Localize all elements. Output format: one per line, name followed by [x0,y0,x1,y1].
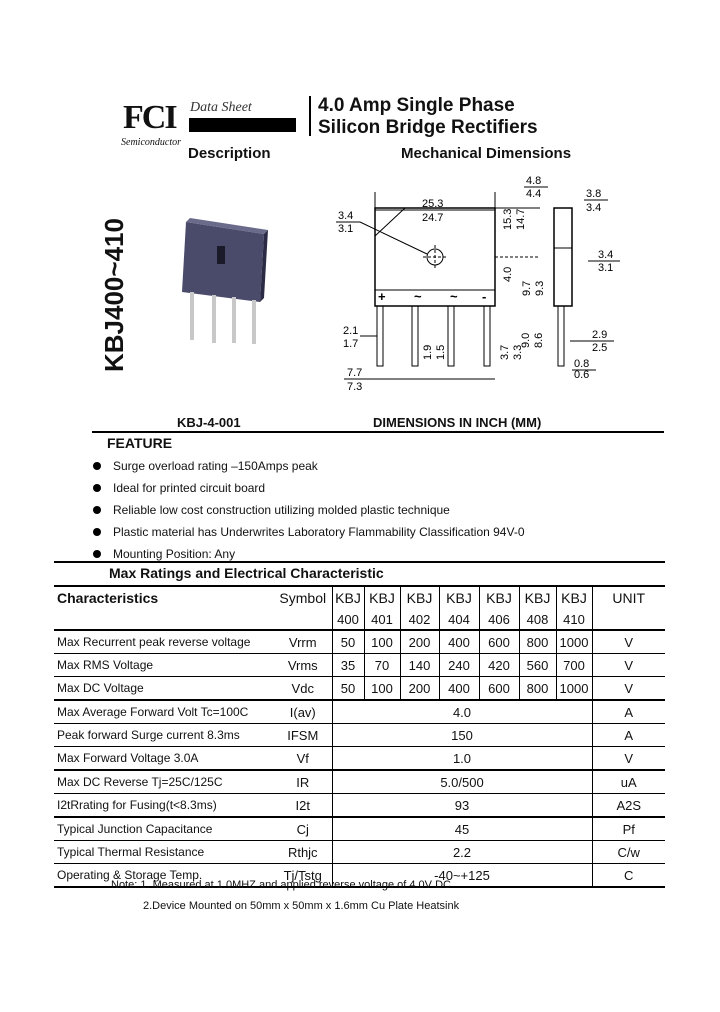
row-unit: A [592,724,665,747]
package-pin [252,300,256,344]
row-name: Operating & Storage Temp. [57,868,203,882]
package-photo [160,212,280,350]
header-series: KBJ [439,586,479,609]
package-pin [190,292,194,340]
row-value: 70 [364,654,400,677]
row-unit: C/w [592,841,665,864]
row-value: -40~+125 [332,864,592,888]
table-header-row [54,609,665,630]
dim-width-min: 24.7 [422,212,444,224]
dim-hole-side-max: 3.4 [598,249,614,261]
brand-tagline: Semiconductor [121,137,181,148]
table-row [54,724,665,747]
row-name: Max Average Forward Volt Tc=100C [57,705,249,719]
dim-lead-thick-b-max: 0.8 [574,358,590,370]
header-series: KBJ [519,586,556,609]
dim-lead-thick-a-min: 2.5 [592,342,608,354]
brand-logo: FCI [123,99,176,136]
dim-lead-thick-b-min: 0.6 [574,369,590,381]
lead-pin [377,306,383,366]
table-row [54,630,665,654]
row-value: 420 [479,654,519,677]
header-model: 404 [439,609,479,630]
row-value: 240 [439,654,479,677]
row-unit: Pf [592,817,665,841]
row-unit: V [592,630,665,654]
row-name: Typical Thermal Resistance [57,845,205,859]
dim-hole-offset-max: 3.4 [338,210,354,222]
row-value: 4.0 [332,700,592,724]
feature-list [92,456,525,566]
logo-bar [189,118,296,132]
row-value: 700 [556,654,592,677]
dim-pin-len-a-min: 3.3 [512,344,524,360]
header-series: KBJ [479,586,519,609]
row-value: 600 [479,677,519,701]
row-value: 35 [332,654,364,677]
ratings-table [54,585,665,888]
feature-item: Surge overload rating –150Amps peak [92,456,525,478]
row-unit: V [592,747,665,771]
row-unit: C [592,864,665,888]
table-row [54,817,665,841]
row-symbol: Vrrm [288,634,317,650]
header-model: 402 [400,609,439,630]
row-value: 100 [364,630,400,654]
dim-pin-len-b-min: 8.6 [533,332,545,348]
dim-pin-pitch-min: 1.5 [435,344,447,360]
row-value: 93 [332,794,592,818]
polarity-mark: - [482,289,487,304]
feature-item: Ideal for printed circuit board [92,478,525,500]
row-name: Typical Junction Capacitance [57,822,213,836]
row-name: I2tRrating for Fusing(t<8.3ms) [57,798,217,812]
row-value: 200 [400,630,439,654]
header-model: 406 [479,609,519,630]
row-unit: A2S [592,794,665,818]
dim-top-height-max: 15.3 [502,208,514,230]
bullet-icon [93,484,101,492]
table-row [54,841,665,864]
row-symbol: Vrms [287,657,318,673]
dim-body-height-max: 9.7 [521,280,533,296]
dim-pin-width-max: 2.1 [343,325,359,337]
row-value: 50 [332,630,364,654]
table-header-row [54,586,665,609]
bullet-icon [93,550,101,558]
row-name: Peak forward Surge current 8.3ms [57,728,240,742]
row-symbol: Vf [296,750,309,766]
units-caption: DIMENSIONS IN INCH (MM) [373,415,542,430]
row-symbol: Cj [296,821,309,837]
row-value: 800 [519,677,556,701]
row-value: 1.0 [332,747,592,771]
row-symbol: Tj/Tstg [283,867,322,883]
header-series: KBJ [332,586,364,609]
note-1: Note: 1. Measured at 1.0MHZ and applied reverse voltage of 4.0V DC [111,879,451,891]
header-unit: UNIT [592,586,665,609]
dim-pin-pitch-max: 1.9 [422,344,434,360]
lead-pin [484,306,490,366]
ratings-divider [54,561,665,563]
row-symbol: IFSM [287,727,319,743]
row-value: 560 [519,654,556,677]
header-characteristics: Characteristics [57,590,159,606]
side-view-body [554,208,572,306]
dim-lead-thick-a-max: 2.9 [592,329,608,341]
mechanical-drawing [330,170,630,395]
row-symbol: Rthjc [287,844,318,860]
header-model: 401 [364,609,400,630]
polarity-mark: ~ [414,289,422,304]
header-symbol: Symbol [279,590,327,606]
dim-hole-offset-min: 3.1 [338,223,354,235]
dim-width-max: 25.3 [422,198,444,210]
row-name: Max Forward Voltage 3.0A [57,751,199,765]
feature-heading: FEATURE [107,435,173,451]
row-value: 600 [479,630,519,654]
description-heading: Description [188,145,271,162]
mechanical-heading: Mechanical Dimensions [401,145,572,162]
doc-type-label: Data Sheet [190,100,252,115]
title-line-1: 4.0 Amp Single Phase [318,95,515,116]
row-symbol: Vdc [291,680,314,696]
row-name: Max DC Reverse Tj=25C/125C [57,775,223,789]
bullet-icon [93,462,101,470]
package-pin [212,295,216,343]
row-value: 2.2 [332,841,592,864]
dim-mark-height: 4.0 [502,266,514,282]
title-line-2: Silicon Bridge Rectifiers [318,117,538,138]
table-row [54,700,665,724]
header-series: KBJ [364,586,400,609]
lead-pin [412,306,418,366]
table-row [54,794,665,818]
dim-top-height-min: 14.7 [515,208,527,230]
row-value: 45 [332,817,592,841]
dim-side-min: 3.4 [586,202,602,214]
bullet-icon [93,528,101,536]
dim-hole-side-min: 3.1 [598,262,614,274]
feature-item: Plastic material has Underwrites Laboratory Flammability Classification 94V-0 [92,522,525,544]
row-name: Max DC Voltage [57,681,144,695]
lead-pin [448,306,454,366]
polarity-mark: + [378,289,386,304]
side-view-lead [558,306,564,366]
note-2: 2.Device Mounted on 50mm x 50mm x 1.6mm Cu Plate Heatsink [143,900,460,912]
row-value: 200 [400,677,439,701]
row-unit: V [592,677,665,701]
dim-depth-max: 4.8 [526,175,542,187]
row-value: 50 [332,677,364,701]
row-name: Max RMS Voltage [57,658,154,672]
row-symbol: IR [296,774,310,790]
dim-pin-len-a-max: 3.7 [499,344,511,360]
dim-depth-min: 4.4 [526,188,542,200]
row-unit: V [592,654,665,677]
package-caption: KBJ-4-001 [177,415,241,430]
dim-side-max: 3.8 [586,188,602,200]
row-value: 400 [439,677,479,701]
row-value: 400 [439,630,479,654]
row-value: 5.0/500 [332,770,592,794]
row-symbol: I(av) [289,704,316,720]
dim-pin-len-b-max: 9.0 [520,332,532,348]
dim-body-height-min: 9.3 [534,280,546,296]
table-row [54,677,665,701]
row-value: 100 [364,677,400,701]
header-model: 400 [332,609,364,630]
row-value: 1000 [556,677,592,701]
table-row [54,654,665,677]
row-name: Max Recurrent peak reverse voltage [57,635,251,649]
bullet-icon [93,506,101,514]
polarity-mark: ~ [450,289,458,304]
ratings-heading: Max Ratings and Electrical Characteristic [109,565,384,581]
section-divider [92,431,664,433]
feature-item: Mounting Position: Any [92,544,525,566]
header-divider [309,96,311,136]
package-pin [232,297,236,343]
row-unit: uA [592,770,665,794]
row-value: 1000 [556,630,592,654]
row-value: 150 [332,724,592,747]
row-value: 800 [519,630,556,654]
header-series: KBJ [400,586,439,609]
dim-pin-spacing-max: 7.7 [347,367,363,379]
table-row [54,747,665,771]
dim-pin-width-min: 1.7 [343,338,359,350]
feature-item: Reliable low cost construction utilizing molded plastic technique [92,500,525,522]
row-unit: A [592,700,665,724]
table-row [54,770,665,794]
header-series: KBJ [556,586,592,609]
part-range: KBJ400~410 [99,218,129,372]
header-model: 408 [519,609,556,630]
header-model: 410 [556,609,592,630]
row-symbol: I2t [295,797,310,813]
row-value: 140 [400,654,439,677]
dim-pin-spacing-min: 7.3 [347,381,363,393]
package-marking [217,246,225,264]
